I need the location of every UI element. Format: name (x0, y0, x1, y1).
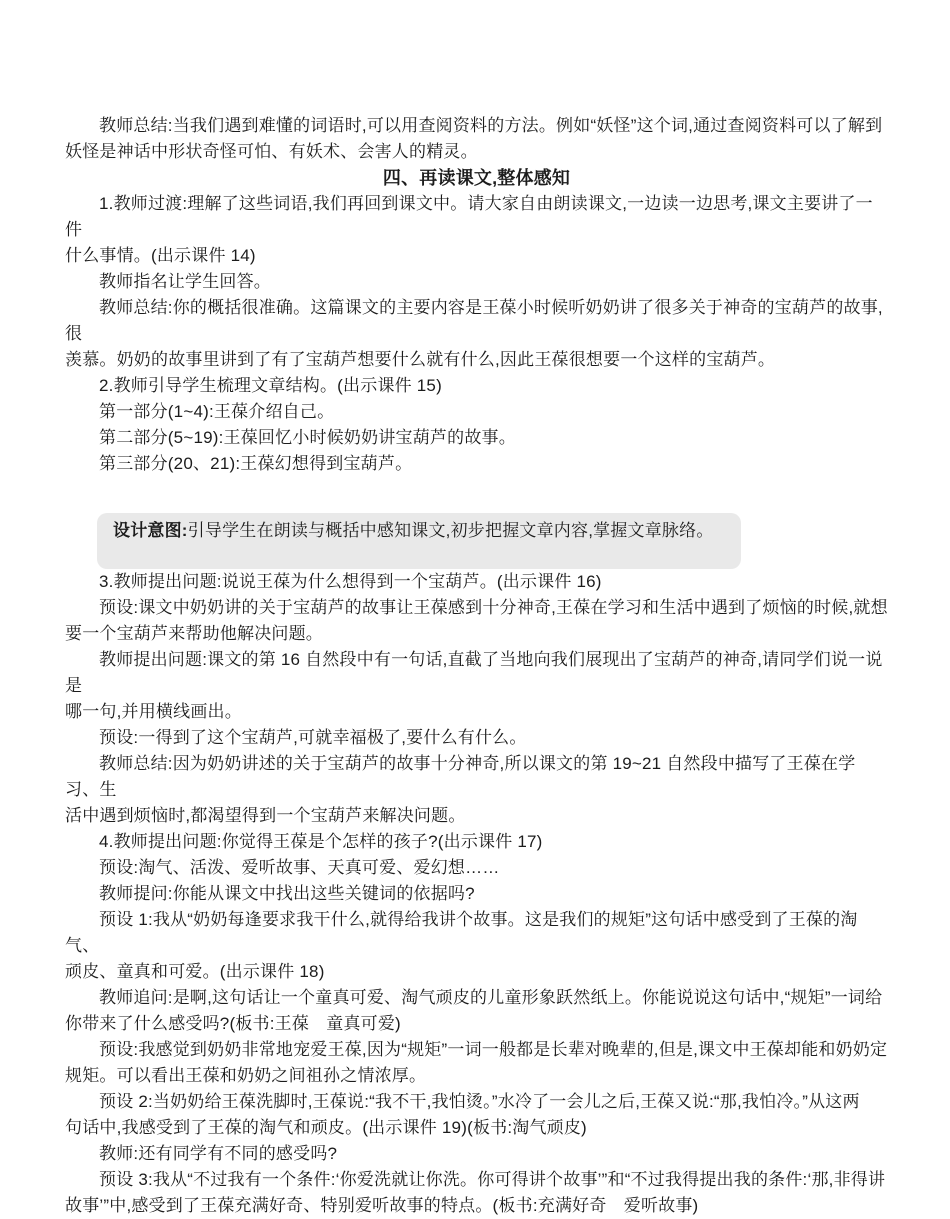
paragraph-line: 教师提问:你能从课文中找出这些关键词的依据吗? (99, 884, 475, 903)
design-intent-text: 引导学生在朗读与概括中感知课文,初步把握文章内容,掌握文章脉络。 (187, 521, 714, 540)
paragraph-line: 故事’”中,感受到了王葆充满好奇、特别爱听故事的特点。(板书:充满好奇 爱听故事) (65, 1196, 699, 1215)
paragraph-line: 句话中,我感受到了王葆的淘气和顽皮。(出示课件 19)(板书:淘气顽皮) (65, 1118, 587, 1137)
paragraph-line: 教师:还有同学有不同的感受吗? (99, 1144, 338, 1163)
section-heading: 四、再读课文,整体感知 (382, 168, 571, 188)
paragraph-line: 4.教师提出问题:你觉得王葆是个怎样的孩子?(出示课件 17) (99, 832, 543, 851)
paragraph-line: 教师指名让学生回答。 (99, 272, 271, 291)
paragraph-line: 1.教师过渡:理解了这些词语,我们再回到课文中。请大家自由朗读课文,一边读一边思考,课文主要讲了一件 (65, 194, 873, 239)
paragraph-line: 3.教师提出问题:说说王葆为什么想得到一个宝葫芦。(出示课件 16) (99, 572, 602, 591)
paragraph-line: 教师追问:是啊,这句话让一个童真可爱、淘气顽皮的儿童形象跃然纸上。你能说说这句话中,“规矩”一词给 (99, 988, 883, 1007)
design-intent-label: 设计意图: (113, 521, 188, 540)
document-content (65, 113, 888, 1219)
paragraph-line: 顽皮、童真和可爱。(出示课件 18) (65, 962, 325, 981)
paragraph-line: 预设:淘气、活泼、爱听故事、天真可爱、爱幻想…… (99, 858, 500, 877)
paragraph-line: 规矩。可以看出王葆和奶奶之间祖孙之情浓厚。 (65, 1066, 427, 1085)
paragraph-line: 第一部分(1~4):王葆介绍自己。 (99, 402, 335, 421)
paragraph-line: 预设:一得到了这个宝葫芦,可就幸福极了,要什么有什么。 (99, 728, 527, 747)
paragraph-line: 预设 2:当奶奶给王葆洗脚时,王葆说:“我不干,我怕烫。”水冷了一会儿之后,王葆又说:“那,我怕冷。”从这两 (99, 1092, 860, 1111)
paragraph-line: 第三部分(20、21):王葆幻想得到宝葫芦。 (99, 454, 413, 473)
paragraph-line: 活中遇到烦恼时,都渴望得到一个宝葫芦来解决问题。 (65, 806, 466, 825)
paragraph-line: 教师总结:因为奶奶讲述的关于宝葫芦的故事十分神奇,所以课文的第 19~21 自然段中描写了王葆在学习、生 (65, 754, 856, 799)
paragraph-line: 教师提出问题:课文的第 16 自然段中有一句话,直截了当地向我们展现出了宝葫芦的神奇,请同学们说一说是 (65, 650, 883, 695)
paragraph-line: 教师总结:当我们遇到难懂的词语时,可以用查阅资料的方法。例如“妖怪”这个词,通过查阅资料可以了解到 (99, 116, 883, 135)
paragraph-line: 预设 1:我从“奶奶每逢要求我干什么,就得给我讲个故事。这是我们的规矩”这句话中感受到了王葆的淘气、 (65, 910, 858, 955)
paragraph-line: 什么事情。(出示课件 14) (65, 246, 256, 265)
paragraph-line: 预设:课文中奶奶讲的关于宝葫芦的故事让王葆感到十分神奇,王葆在学习和生活中遇到了烦恼的时候,就想 (99, 598, 888, 617)
paragraph-line: 哪一句,并用横线画出。 (65, 702, 242, 721)
paragraph-line: 妖怪是神话中形状奇怪可怕、有妖术、会害人的精灵。 (65, 142, 478, 161)
paragraph-line: 预设 3:我从“不过我有一个条件:‘你爱洗就让你洗。你可得讲个故事’”和“不过我得提出我的条件:‘那,非得讲 (99, 1170, 886, 1189)
paragraph-line: 2.教师引导学生梳理文章结构。(出示课件 15) (99, 376, 442, 395)
paragraph-line: 要一个宝葫芦来帮助他解决问题。 (65, 624, 323, 643)
paragraph-line: 教师总结:你的概括很准确。这篇课文的主要内容是王葆小时候听奶奶讲了很多关于神奇的宝葫芦的故事,很 (65, 298, 883, 343)
paragraph-line: 预设:我感觉到奶奶非常地宠爱王葆,因为“规矩”一词一般都是长辈对晚辈的,但是,课文中王葆却能和奶奶定 (99, 1040, 888, 1059)
paragraph-line: 第二部分(5~19):王葆回忆小时候奶奶讲宝葫芦的故事。 (99, 428, 516, 447)
paragraph-line: 羡慕。奶奶的故事里讲到了有了宝葫芦想要什么就有什么,因此王葆很想要一个这样的宝葫芦。 (65, 350, 776, 369)
design-intent-box (97, 513, 741, 569)
paragraph-line: 你带来了什么感受吗?(板书:王葆 童真可爱) (65, 1014, 401, 1033)
